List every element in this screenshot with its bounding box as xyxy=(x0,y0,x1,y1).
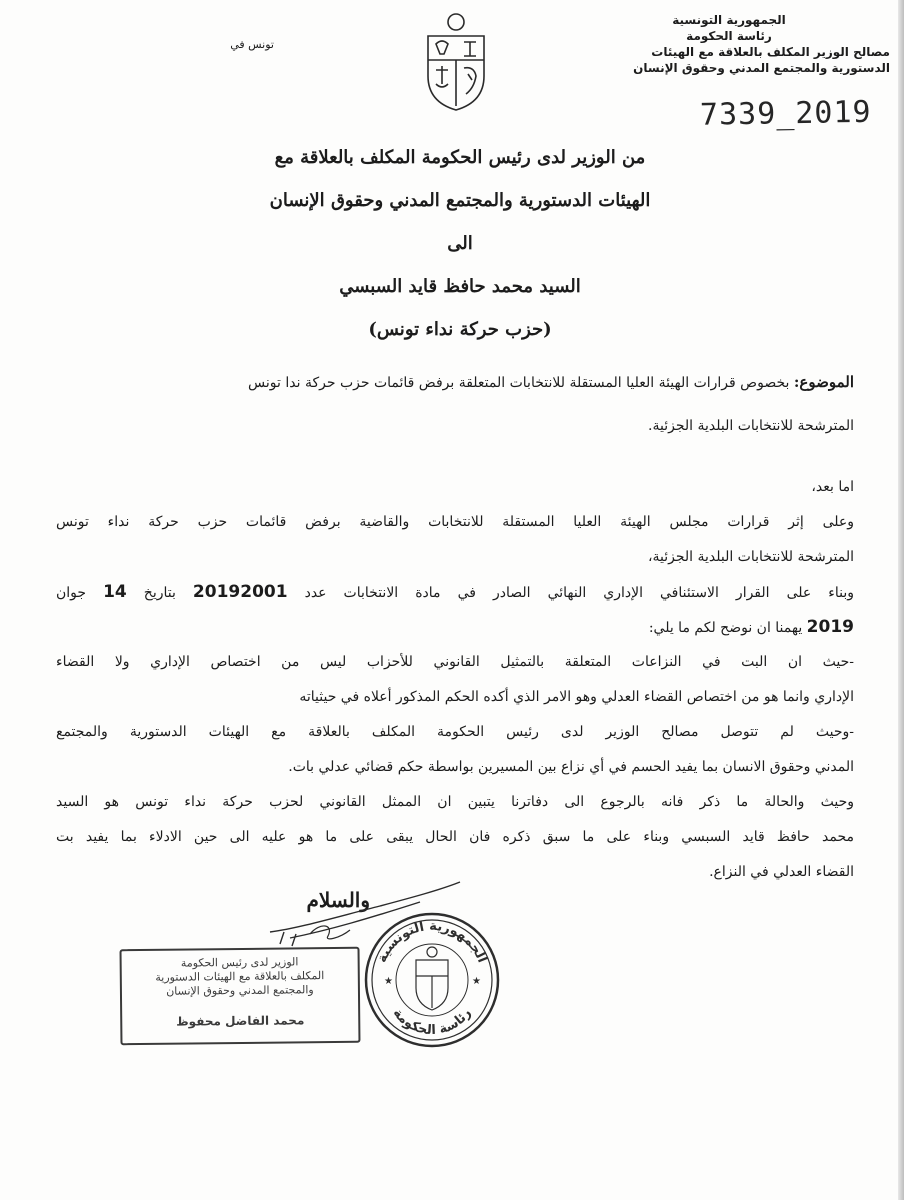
recipient-name: السيد محمد حافظ قايد السبسي xyxy=(339,276,581,297)
paragraph-5-line-2: محمد حافظ قايد السبسي وبناء على ما سبق ذكره فان الحال يبقى على ما هو عليه الى حين الادلاء بما يفيد بت xyxy=(56,829,854,845)
decision-month: جوان xyxy=(56,585,87,601)
svg-text:★: ★ xyxy=(384,976,393,987)
stamp-line-1: الوزير لدى رئيس الحكومة xyxy=(180,955,299,970)
date-label: بتاريخ xyxy=(143,585,176,601)
subject-line-1 xyxy=(40,362,854,406)
recipient-party: (حزب حركة نداء تونس) xyxy=(368,319,552,340)
decision-intro: وبناء على القرار الاستئنافي الإداري النهائي الصادر في مادة الانتخابات عدد xyxy=(304,585,854,601)
seal-text-bottom: رئاسة الحكومة xyxy=(389,1005,475,1039)
minister-stamp xyxy=(120,947,361,1046)
paragraph-3-line-2: الإداري وانما هو من اختصاص القضاء العدلي وهو الامر الذي أكده الحكم المذكور أعلاه في حيثياته xyxy=(299,689,854,705)
letterhead xyxy=(594,12,890,76)
decision-number: 20192001 xyxy=(192,582,288,602)
paragraph-4-line-1: -وحيث لم تتوصل مصالح الوزير لدى رئيس الحكومة المكلف بالعلاقة مع الهيئات الدستورية والمجتمع xyxy=(56,724,854,740)
country-name: الجمهورية التونسية xyxy=(672,13,786,27)
paragraph-3-line-1: -حيث ان البت في النزاعات المتعلقة بالتمثيل القانوني للأحزاب ليس من اختصاص الإداري ولا القضاء xyxy=(56,654,854,670)
subject-label: الموضوع: xyxy=(793,373,854,391)
department-line-1: مصالح الوزير المكلف بالعلاقة مع الهيئات xyxy=(651,45,890,59)
paragraph-4-line-2: المدني وحقوق الانسان بما يفيد الحسم في أي نزاع بين المسيرين بواسطة حكم قضائي عدلي بات. xyxy=(288,759,854,775)
letter-body xyxy=(56,470,854,890)
title-line-2: الهيئات الدستورية والمجتمع المدني وحقوق الإنسان xyxy=(269,190,651,211)
title-line-3: الى xyxy=(447,233,473,254)
round-seal-icon xyxy=(362,910,502,1050)
subject-section xyxy=(40,362,854,450)
paragraph-2-line-2 xyxy=(56,610,854,645)
registration-number: 7339_2019 xyxy=(699,94,872,133)
scan-edge-shadow xyxy=(898,0,904,1200)
presidency-name: رئاسة الحكومة xyxy=(686,29,772,43)
paragraph-1-line-2: المترشحة للانتخابات البلدية الجزئية، xyxy=(647,549,854,565)
paragraph-2-text: يهمنا ان نوضح لكم ما يلي: xyxy=(648,620,803,636)
paragraph-5-line-3: القضاء العدلي في النزاع. xyxy=(709,864,854,880)
closing-salutation: والسلام xyxy=(306,888,370,912)
coat-of-arms-icon xyxy=(420,10,492,112)
greeting: اما بعد، xyxy=(811,479,854,495)
department-line-2: الدستورية والمجتمع المدني وحقوق الإنسان xyxy=(633,61,890,75)
decision-day: 14 xyxy=(103,582,127,602)
subject-text-1: بخصوص قرارات الهيئة العليا المستقلة للانتخابات المتعلقة برفض قائمات حزب حركة ندا تونس xyxy=(248,375,790,391)
stamp-line-3: والمجتمع المدني وحقوق الإنسان xyxy=(166,983,314,998)
stamp-line-2: المكلف بالعلاقة مع الهيئات الدستورية xyxy=(155,969,325,984)
stamp-minister-name: محمد الفاضل محفوظ xyxy=(176,1013,305,1029)
decision-year: 2019 xyxy=(806,617,854,637)
paragraph-1-line-1: وعلى إثر قرارات مجلس الهيئة العليا المستقلة للانتخابات والقاضية برفض قائمات حزب حركة نداء تونس xyxy=(56,514,854,530)
title-line-1: من الوزير لدى رئيس الحكومة المكلف بالعلاقة مع xyxy=(274,147,646,168)
city-date-line: تونس في xyxy=(230,38,274,51)
subject-text-2: المترشحة للانتخابات البلدية الجزئية. xyxy=(648,418,854,434)
seal-text-top: الجمهورية التونسية xyxy=(374,918,490,966)
paragraph-2-line-1 xyxy=(56,575,854,610)
letter-title xyxy=(200,136,720,351)
svg-text:★: ★ xyxy=(472,976,481,987)
paragraph-5-line-1: وحيث والحالة ما ذكر فانه بالرجوع الى دفاترنا يتبين ان الممثل القانوني لحزب حركة نداء تونس هو السيد xyxy=(56,794,854,810)
